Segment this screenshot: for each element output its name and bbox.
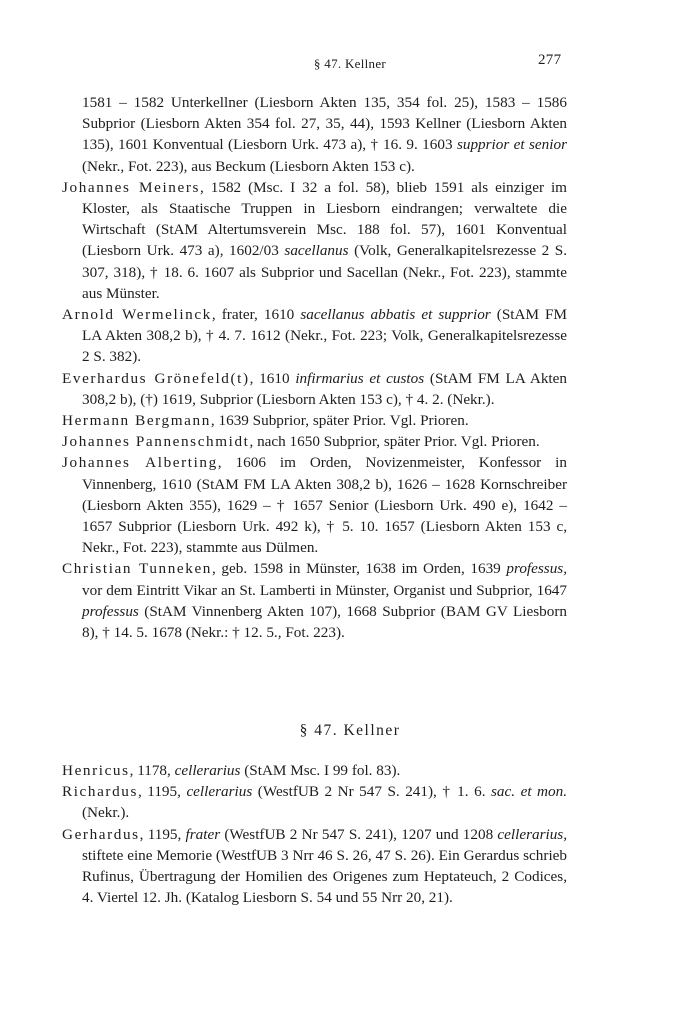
section-heading: § 47. Kellner: [299, 722, 401, 739]
entry: [62, 760, 567, 781]
entry-text: vor dem Eintritt Vikar an St. Lamberti in Münster, Organist und Subprior, 1647: [82, 581, 567, 599]
entry: [62, 431, 567, 452]
latin-term: sacellanus: [284, 242, 349, 260]
entry: [62, 304, 567, 368]
entry-text: , 1639 Subprior, später Prior. Vgl. Prioren.: [210, 412, 469, 430]
entry: [62, 177, 567, 304]
entry: [62, 824, 567, 909]
entry-text: , 1195,: [139, 825, 186, 843]
latin-term: sac. et mon.: [491, 783, 568, 801]
latin-term: frater: [185, 825, 221, 843]
entry: [62, 410, 567, 431]
running-head: [0, 52, 700, 76]
entry-name: Johannes Meiners: [62, 178, 201, 196]
entry-text: (Volk, Generalkapitelsrezesse 2 S. 307, 318), † 18. 6. 1607 als Subprior und Sacellan (Nekr., Fot. 223), stammte aus Münster.: [82, 242, 568, 302]
latin-term: sacellanus abbatis et supprior: [300, 306, 491, 324]
subprior-entries: [62, 92, 567, 643]
entry-text: (WestfUB 2 Nr 547 S. 241), 1207 und 1208: [220, 825, 498, 843]
entry: [62, 368, 567, 410]
latin-term: cellerarius: [186, 783, 253, 801]
entry-name: Richardus: [62, 783, 138, 801]
entry-text: 1581 – 1582 Unterkellner (Liesborn Akten 135, 354 fol. 25), 1583 – 1586 Subprior (Liesborn Akten 354 fol. 27, 35, 44), 1593 Kellner (Liesborn Akten 135), 1601 Konventual (Liesborn Urk. 473 a), † 16. 9. 1603: [82, 94, 567, 154]
entry-text: (Nekr.).: [82, 804, 130, 822]
entry-text: , 1195,: [137, 783, 187, 801]
entry-name: Hermann Bergmann: [62, 412, 211, 430]
running-head-title: § 47. Kellner: [313, 56, 387, 71]
latin-term: infirmarius et custos: [295, 369, 425, 387]
latin-term: professus,: [506, 560, 567, 578]
entry-text: (Nekr., Fot. 223), aus Beckum (Liesborn Akten 153 c).: [82, 157, 415, 175]
entry-name: Christian Tunneken: [62, 560, 212, 578]
entry-name: Johannes Pannenschmidt: [62, 433, 250, 451]
latin-term: supprior et senior: [456, 136, 567, 154]
entry-text: (WestfUB 2 Nr 547 S. 241), † 1. 6.: [252, 783, 492, 801]
kellner-entries: [62, 760, 567, 908]
entry-text: (StAM FM LA Akten 308,2 b), (†) 1619, Subprior (Liesborn Akten 153 c), † 4. 2. (Nekr.).: [82, 369, 567, 408]
page-number: 277: [538, 52, 562, 68]
entry-name: Henricus: [62, 762, 130, 779]
entry: [82, 92, 567, 177]
entry-text: , 1610: [249, 369, 296, 387]
latin-term: professus: [82, 602, 139, 620]
entry-text: , 1606 im Orden, Novizenmeister, Konfessor in Vinnenberg, 1610 (StAM FM LA Akten 308,2 b), 1626 – 1628 Kornschreiber (Liesborn Akten 355), 1629 – † 1657 Senior (Liesborn Urk. 490 e), 1642 – 1657 Subprior (Liesborn Urk. 492 k), † 5. 10. 1657 (Liesborn Akten 153 c, Nekr., Fot. 223), stammte aus Dülmen.: [82, 454, 567, 557]
entry-text: , 1582 (Msc. I 32 a fol. 58), blieb 1591 als einziger im Kloster, als Staatische Truppen in Liesborn eindrangen; verwaltete die Wirtschaft (StAM Altertumsverein Msc. 188 fol. 57), 1601 Konventual (Liesborn Urk. 473 a), 1602/03: [82, 178, 567, 260]
latin-term: cellerarius,: [497, 825, 568, 843]
entry-name: Everhardus Grönefeld(t): [62, 369, 250, 387]
entry-text: stiftete eine Memorie (WestfUB 3 Nrr 46 S. 26, 47 S. 26). Ein Gerardus schrieb Rufinus, Übertragung der Homilien des Origenes zum Heptateuch, 2 Codices, 4. Viertel 12. Jh. (Katalog Liesborn S. 54 und 55 Nrr 20, 21).: [82, 846, 567, 907]
entry-text: , frater, 1610: [211, 306, 301, 324]
entry-name: Gerhardus: [62, 825, 140, 843]
entry: [62, 452, 567, 558]
entry-text: (StAM Vinnenberg Akten 107), 1668 Subprior (BAM GV Liesborn 8), † 14. 5. 1678 (Nekr.: † 12. 5., Fot. 223).: [82, 602, 567, 642]
entry-text: , geb. 1598 in Münster, 1638 im Orden, 1639: [212, 560, 507, 578]
latin-term: cellerarius: [174, 762, 241, 779]
entry-text: , 1178,: [129, 762, 175, 779]
entry-name: Johannes Alberting: [62, 454, 218, 472]
entry: [62, 558, 567, 643]
entry-text: , nach 1650 Subprior, später Prior. Vgl. Prioren.: [249, 433, 540, 451]
entry-name: Arnold Wermelinck: [62, 306, 212, 324]
entry-text: (StAM FM LA Akten 308,2 b), † 4. 7. 1612 (Nekr., Fot. 223; Volk, Generalkapitelsrezesse 2 S. 382).: [82, 306, 567, 366]
entry-text: (StAM Msc. I 99 fol. 83).: [240, 762, 401, 779]
entry: [62, 781, 567, 823]
